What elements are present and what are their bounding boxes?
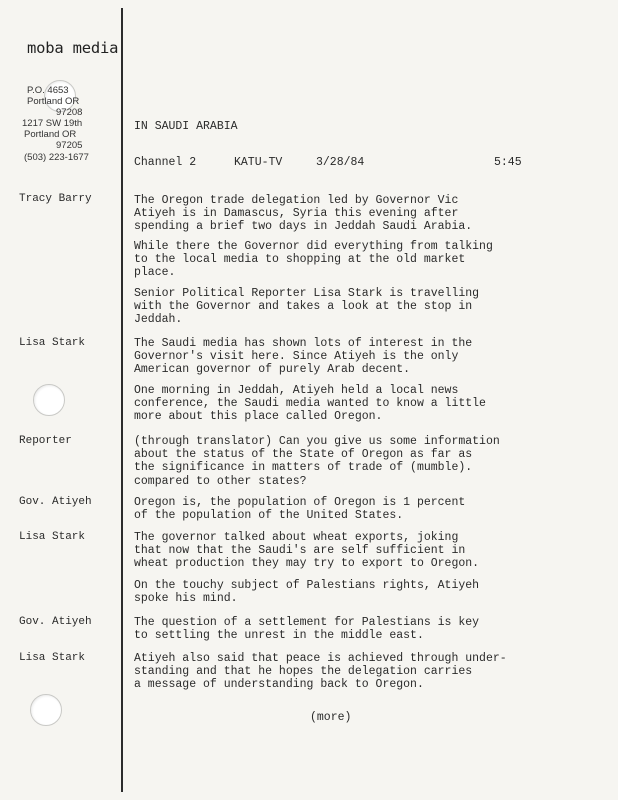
address-line: 97208 [56, 107, 83, 118]
address-line: Portland OR [24, 129, 77, 140]
company-name: moba media [27, 39, 119, 57]
speaker-label: Tracy Barry [19, 193, 92, 205]
phone-number: (503) 223-1677 [24, 152, 89, 163]
script-paragraph: The question of a settlement for Palestians is key to settling the unrest in the middle east. [134, 616, 480, 643]
script-paragraph: On the touchy subject of Palestians rights, Atiyeh spoke his mind. [134, 579, 480, 606]
channel: Channel 2 [134, 156, 197, 169]
station: KATU-TV [234, 156, 283, 169]
script-paragraph: Oregon is, the population of Oregon is 1 percent of the population of the United States. [134, 496, 466, 523]
address-line: P.O. 4653 [27, 85, 69, 96]
speaker-label: Lisa Stark [19, 337, 86, 349]
script-paragraph: The governor talked about wheat exports, joking that now that the Saudi's are self sufficient in wheat production they may try to export to Oregon. [134, 531, 480, 571]
speaker-label: Lisa Stark [19, 531, 86, 543]
script-paragraph: (through translator) Can you give us some information about the status of the State of Oregon as far as the significance in matters of trade of (mumble). compared to other states? [134, 435, 500, 488]
speaker-label: Lisa Stark [19, 652, 86, 664]
script-paragraph: The Saudi media has shown lots of interest in the Governor's visit here. Since Atiyeh is the only American governor of purely Arab decent. [134, 337, 473, 377]
script-paragraph: While there the Governor did everything from talking to the local media to shopping at the old market place. [134, 240, 493, 280]
address-line: 97205 [56, 140, 83, 151]
speaker-label: Gov. Atiyeh [19, 616, 92, 628]
air-date: 3/28/84 [316, 156, 365, 169]
speaker-label: Reporter [19, 435, 72, 447]
air-time: 5:45 [494, 156, 522, 169]
speaker-label: Gov. Atiyeh [19, 496, 92, 508]
script-paragraph: One morning in Jeddah, Atiyeh held a local news conference, the Saudi media wanted to know a little more about this place called Oregon. [134, 384, 486, 424]
address-line: Portland OR [27, 96, 80, 107]
script-paragraph: Senior Political Reporter Lisa Stark is travelling with the Governor and takes a look at the stop in Jeddah. [134, 287, 480, 327]
script-paragraph: The Oregon trade delegation led by Governor Vic Atiyeh is in Damascus, Syria this evening after spending a brief two days in Jeddah Saudi Arabia. [134, 194, 473, 234]
script-paragraph: Atiyeh also said that peace is achieved through under- standing and that he hopes the delegation carries a message of understanding back to Oregon. [134, 652, 507, 692]
story-slug: IN SAUDI ARABIA [134, 120, 238, 133]
margin-rule [121, 8, 123, 792]
punch-hole [30, 694, 62, 726]
punch-hole [33, 384, 65, 416]
more-marker: (more) [310, 711, 352, 724]
address-line: 1217 SW 19th [22, 118, 83, 129]
